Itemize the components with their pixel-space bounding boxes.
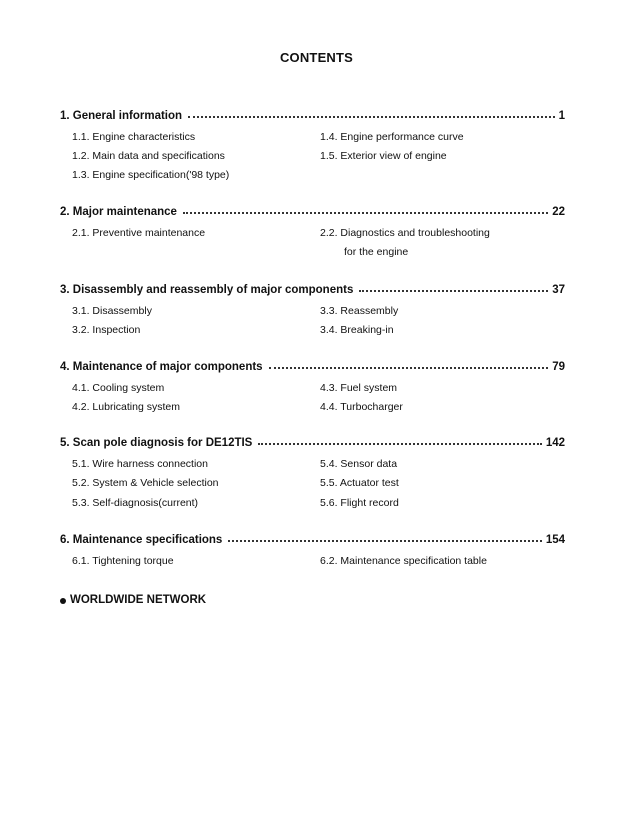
page-number: 37 (552, 284, 565, 296)
toc-item[interactable]: 2.1. Preventive maintenance (72, 227, 206, 239)
toc-item[interactable]: 5.1. Wire harness connection (72, 458, 208, 470)
worldwide-network-link[interactable] (60, 594, 206, 606)
section-title: 1. General information (60, 110, 183, 122)
toc-item[interactable]: 4.3. Fuel system (320, 382, 398, 394)
section-title: 2. Major maintenance (60, 206, 177, 218)
toc-item[interactable]: 5.2. System & Vehicle selection (72, 477, 219, 489)
toc-item-continuation[interactable]: for the engine (344, 246, 409, 258)
toc-section-maintenance-major-components[interactable] (60, 361, 565, 413)
toc-item[interactable]: 1.3. Engine specification('98 type) (72, 169, 230, 181)
toc-heading[interactable] (60, 284, 565, 302)
toc-item[interactable]: 3.3. Reassembly (320, 305, 399, 317)
toc-item[interactable]: 5.6. Flight record (320, 497, 399, 509)
toc-item[interactable]: 5.4. Sensor data (320, 458, 398, 470)
toc-heading[interactable] (60, 206, 565, 224)
toc-section-maintenance-specifications[interactable] (60, 534, 565, 567)
toc-heading[interactable] (60, 437, 565, 455)
toc-item[interactable]: 4.2. Lubricating system (72, 401, 180, 413)
toc-item[interactable]: 4.1. Cooling system (72, 382, 165, 394)
toc-section-major-maintenance[interactable] (60, 206, 565, 258)
toc-item[interactable]: 1.4. Engine performance curve (320, 131, 464, 143)
section-title: 4. Maintenance of major components (60, 361, 263, 373)
toc-item[interactable]: 4.4. Turbocharger (320, 401, 403, 413)
toc-heading[interactable] (60, 534, 565, 552)
toc-item[interactable]: 3.4. Breaking-in (320, 324, 394, 336)
toc-section-general-information[interactable] (60, 110, 565, 181)
toc-section-disassembly-reassembly[interactable] (60, 284, 565, 336)
toc-item[interactable]: 3.2. Inspection (72, 324, 141, 336)
dot-leader (269, 367, 549, 369)
toc-heading[interactable] (60, 110, 565, 128)
page-number: 154 (545, 534, 565, 546)
dot-leader (188, 116, 555, 118)
page-title: CONTENTS (279, 50, 354, 65)
toc-section-scan-pole-diagnosis[interactable] (60, 437, 565, 509)
toc-item[interactable]: 5.5. Actuator test (320, 477, 399, 489)
toc-heading[interactable] (60, 361, 565, 379)
section-title: 6. Maintenance specifications (60, 534, 223, 546)
section-title: 5. Scan pole diagnosis for DE12TIS (60, 437, 253, 449)
toc-item[interactable]: 6.2. Maintenance specification table (320, 555, 487, 567)
bullet-icon (60, 598, 66, 604)
page-number: 142 (545, 437, 565, 449)
dot-leader (183, 212, 548, 214)
toc-item[interactable]: 3.1. Disassembly (72, 305, 152, 317)
toc-item[interactable]: 5.3. Self-diagnosis(current) (72, 497, 199, 509)
toc-item[interactable]: 1.1. Engine characteristics (72, 131, 196, 143)
toc-item[interactable]: 2.2. Diagnostics and troubleshooting (320, 227, 490, 239)
page-number: 22 (552, 206, 565, 218)
toc-item[interactable]: 1.2. Main data and specifications (72, 150, 225, 162)
toc-item[interactable]: 6.1. Tightening torque (72, 555, 174, 567)
page-number: 1 (558, 110, 565, 122)
dot-leader (258, 443, 541, 445)
dot-leader (228, 540, 541, 542)
worldwide-network-label: WORLDWIDE NETWORK (70, 594, 207, 606)
dot-leader (359, 290, 548, 292)
page-number: 79 (552, 361, 565, 373)
section-title: 3. Disassembly and reassembly of major components (60, 284, 354, 296)
toc-item[interactable]: 1.5. Exterior view of engine (320, 150, 447, 162)
